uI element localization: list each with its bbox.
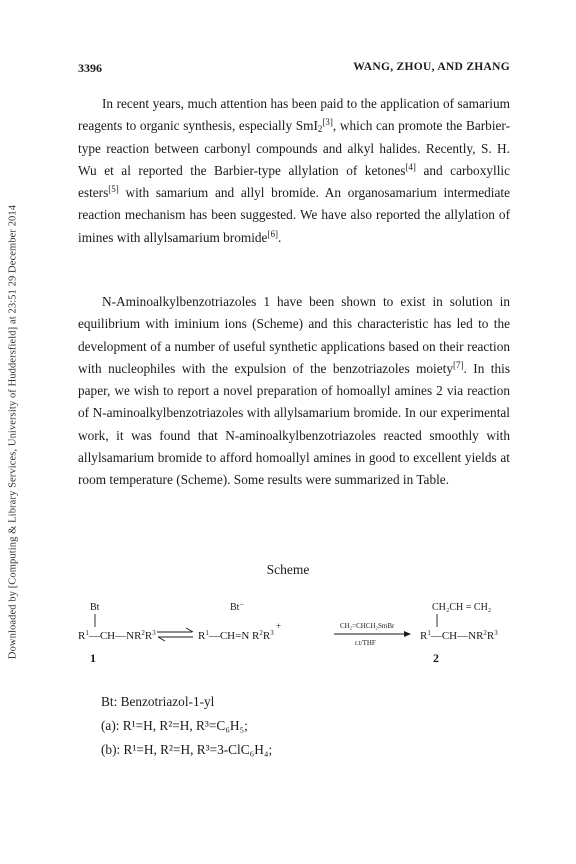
iminium-ion (198, 600, 281, 642)
compound-2-number: 2 (433, 651, 439, 665)
citation-3: [3] (322, 117, 333, 128)
legend-bt-definition: Bt: Benzotriazol-1-yl (101, 694, 215, 709)
compound-1-formula: $R^1—CH—NR^2R^3$ (78, 629, 156, 642)
conditions-label: r.t/THF (355, 639, 376, 647)
compound-1-number: 1 (90, 651, 96, 665)
p1-text-3: and carboxyllic esters (78, 162, 510, 201)
citation-6: [6] (267, 228, 278, 239)
compound-1-bt: Bt (90, 602, 100, 613)
download-notice: Downloaded by [Computing & Library Services, University of Huddersfield] at 23:51 29 December 2014 (7, 204, 19, 660)
p1-text-2: , which can promote the Barbier-type reaction between carbonyl compounds and alkyl halides. Recently, S. H. Wu et al reported the Barbier-type allylation of ketones (78, 118, 511, 178)
equilibrium-arrow (157, 628, 193, 641)
p1-sub-1: 2 (317, 124, 323, 135)
legend-item-b: (b): R¹=H, R²=H, R³=3-ClC₆H₄; (101, 742, 273, 757)
reaction-arrow (334, 622, 411, 647)
p2-text-1: N-Aminoalkylbenzotriazoles 1 have been shown to exist in solution in equilibrium with iminium ions (Scheme) and this characteristic has led to the development of a number of useful synthetic applications based on their reaction with nucleophiles with the expulsion of the benzotriazoles moiety (78, 294, 510, 376)
page-number: 3396 (78, 61, 102, 75)
legend-item-a: (a): R¹=H, R²=H, R³=C₆H₅; (101, 718, 248, 733)
p1-text-5: . (277, 229, 282, 245)
citation-4: [4] (405, 161, 416, 172)
citation-7: [7] (453, 359, 464, 370)
p2-text-2: . In this paper, we wish to report a novel preparation of homoallyl amines 2 via reaction of N-aminoalkylbenzotriazoles with allylsamarium bromide. In our experimental work, it was found that N-aminoalkylbenzotriazoles reacted smoothly with allylsamarium bromide to afford homoallyl amines in good to excellent yields at room temperature (Scheme). Some results were summarized in Table. (78, 360, 510, 488)
compound-2-formula: $R^1—CH—NR^2R^3$ (420, 629, 498, 642)
iminium-charge: + (276, 621, 282, 631)
reagent-label: CH₂=CHCH₂SmBr (340, 622, 395, 630)
iminium-anion: Bt− (230, 600, 244, 613)
paragraph-2 (78, 291, 510, 492)
p1-text-4: with samarium and allyl bromide. An organosamarium intermediate reaction mechanism has been suggested. We have also reported the allylation of imines with allylsamarium bromide (78, 185, 510, 245)
reaction-scheme (70, 598, 540, 688)
citation-5: [5] (108, 184, 119, 195)
paragraph-1 (78, 93, 510, 249)
compound-2-allyl: CH₂CH = CH₂ (432, 602, 492, 613)
download-notice-sidebar (0, 0, 26, 864)
running-head: WANG, ZHOU, AND ZHANG (353, 61, 510, 73)
compound-2 (420, 602, 498, 665)
scheme-legend (101, 690, 272, 762)
p1-text-1: In recent years, much attention has been paid to the application of samarium reagents to organic synthesis, especially SmI (78, 96, 510, 134)
compound-1 (78, 602, 156, 665)
iminium-formula: $R^1—CH=N$ $R^2R^3$ (198, 629, 274, 642)
scheme-title: Scheme (266, 562, 310, 577)
